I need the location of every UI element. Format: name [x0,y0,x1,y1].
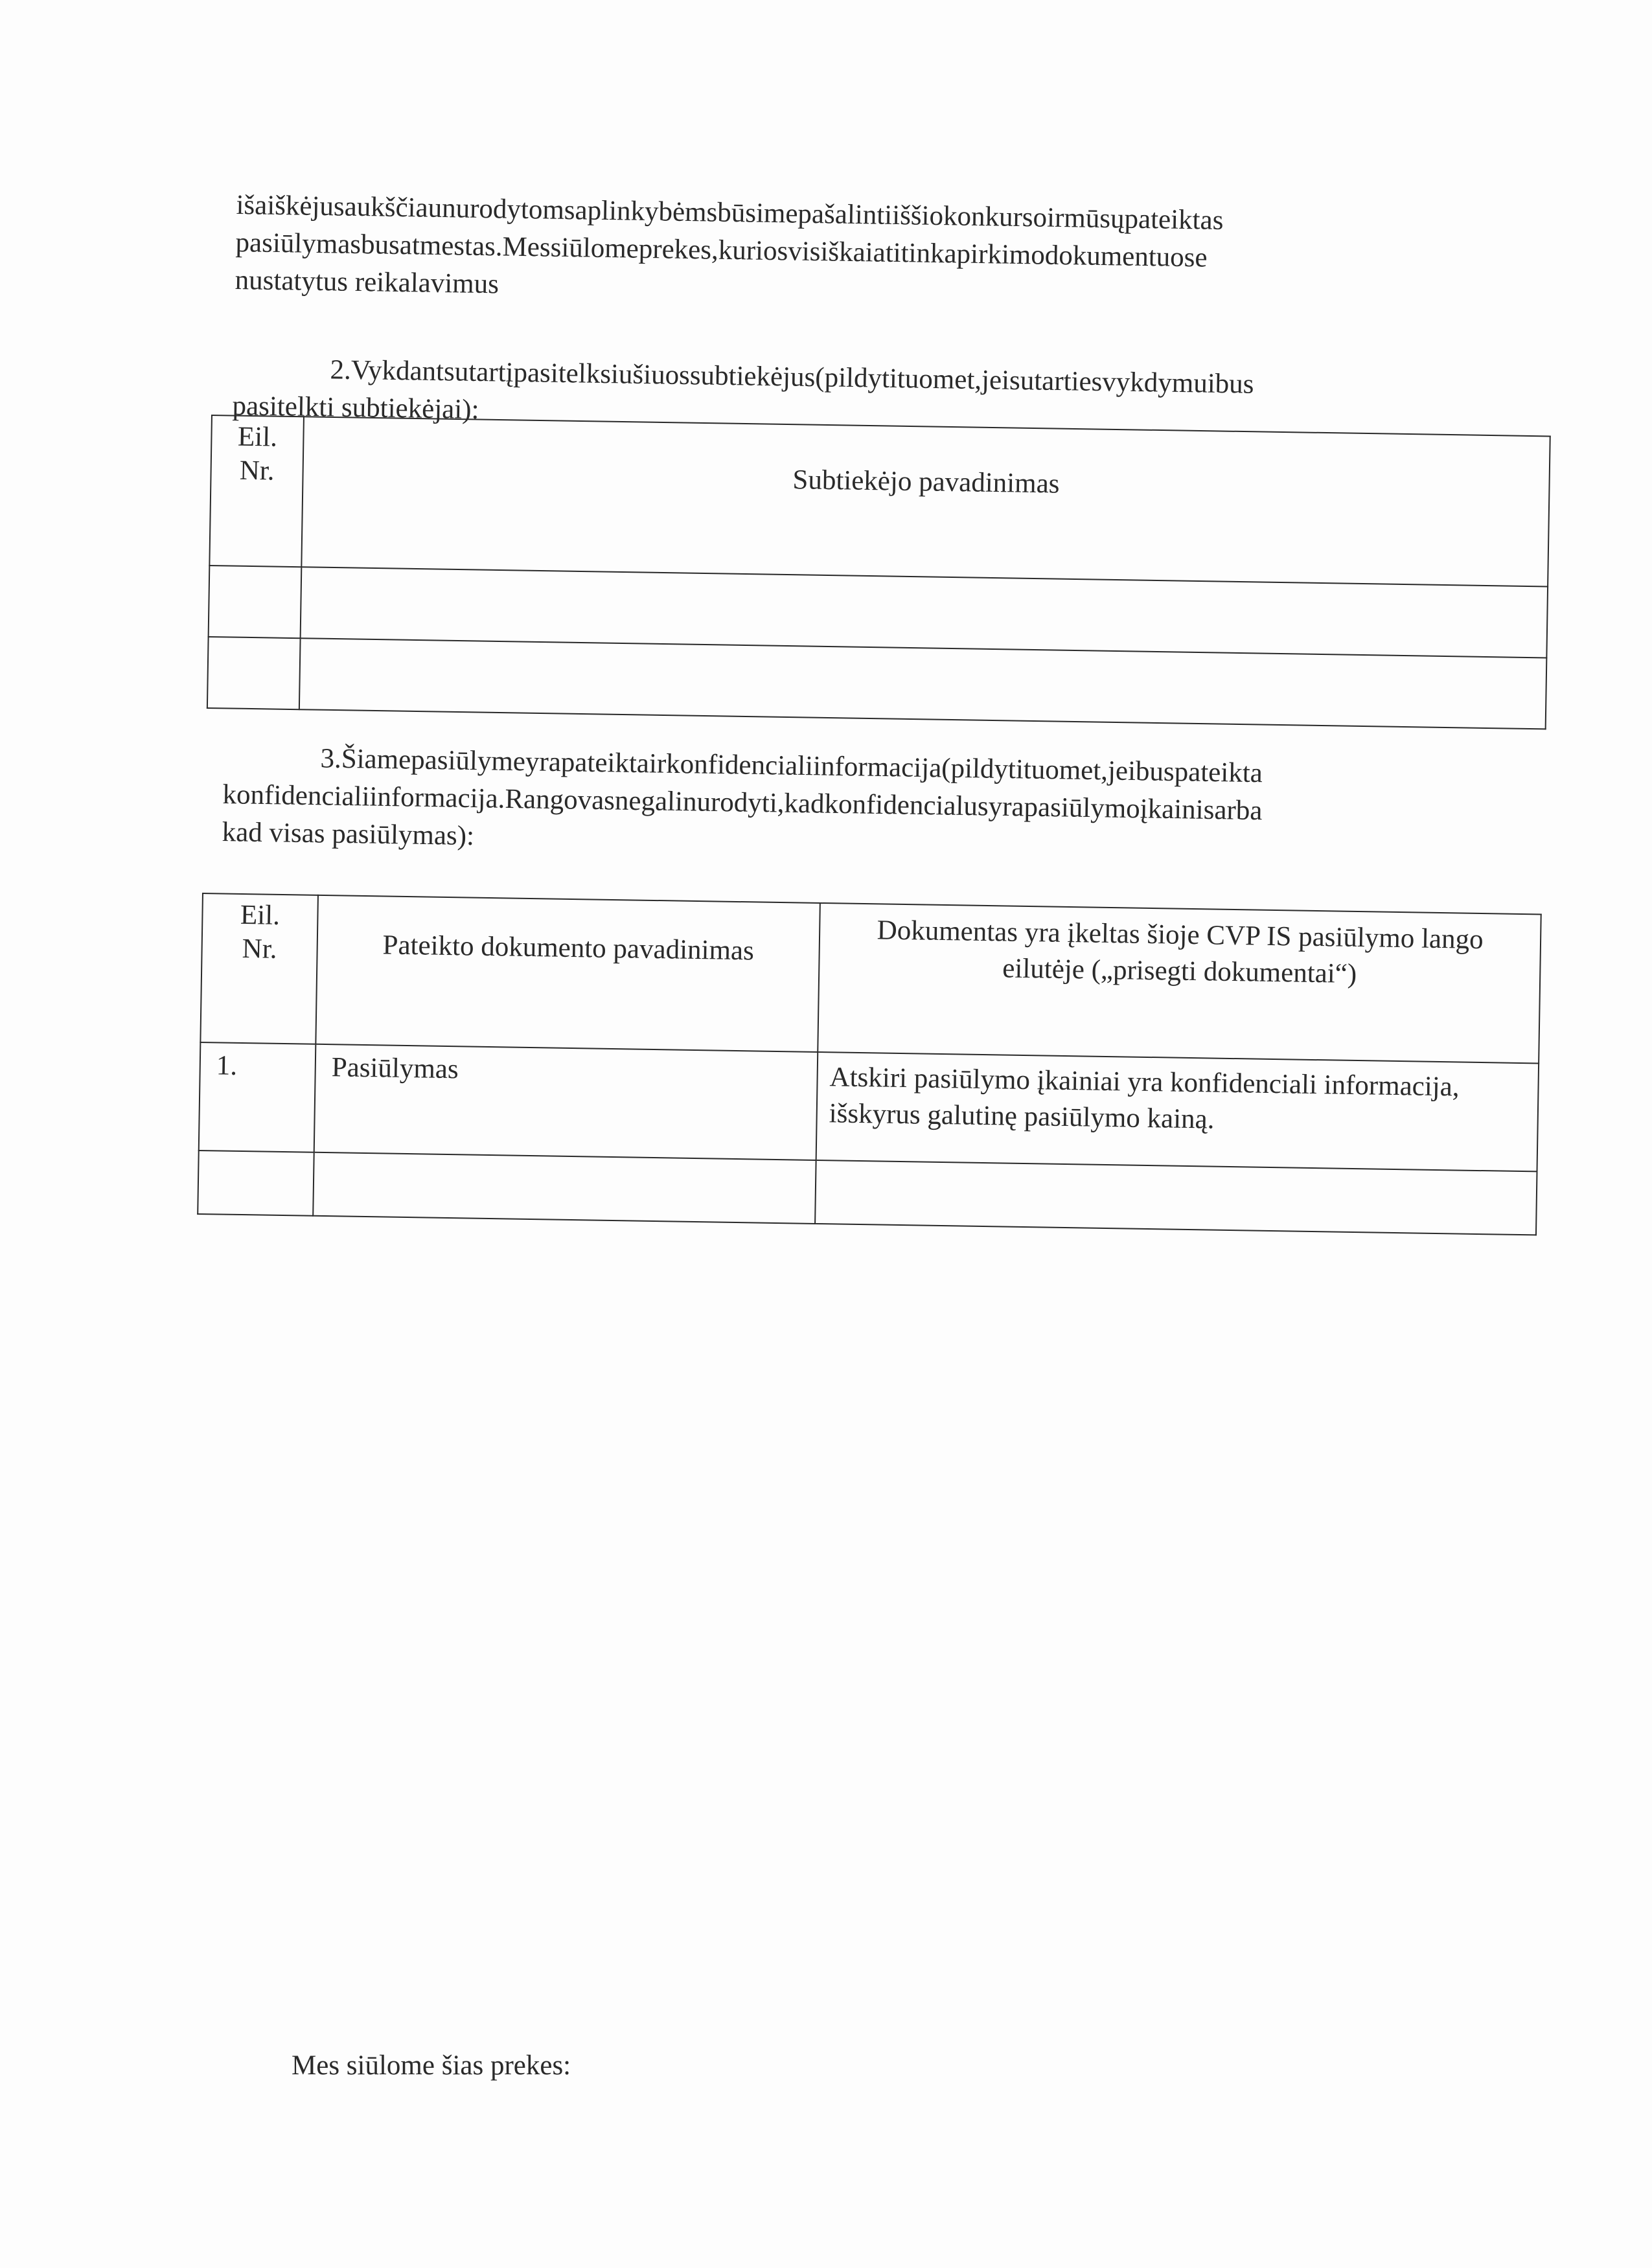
word: pašalinti [797,198,893,231]
subcontractor-table [207,415,1551,729]
word: tuomet, [1023,754,1108,786]
word: (pildyti [814,362,898,395]
table-header-row [200,893,1541,1063]
row-number-cell: 1. [199,1042,316,1152]
word: bus [1135,756,1175,788]
word: būsime [717,197,798,229]
word: Rangovas [505,783,615,816]
header-nr-line-1: Eil. [237,421,278,453]
word: negali [614,785,683,818]
word: sutartį [443,356,514,388]
table-cell [209,566,302,638]
offer-goods-line [292,2047,810,2085]
offer-goods-text: Mes siūlome šias prekes: [292,2050,571,2081]
word: nurodytoms [441,192,575,226]
word: yra [525,746,562,778]
word: pateikta [1174,757,1263,789]
word: jei [981,365,1010,396]
word: nurodyti, [682,786,785,819]
header-nr-line-2: Nr. [239,455,275,487]
intro-paragraph [235,187,1538,320]
word: sutarties [1009,365,1103,398]
word: kad [784,788,825,819]
word: aukščiau [344,191,442,223]
word: Vykdant [350,354,444,387]
word: atmestas. [399,229,503,262]
word: konfidenciali [665,748,814,782]
word: vykdymui [1102,367,1216,399]
confidential-info-table [197,893,1542,1235]
table-header-row [209,415,1550,586]
header-cell-number [209,415,304,567]
word: kurios [718,235,788,267]
word: pateikta [560,747,650,779]
header-cell-number [200,893,318,1044]
header-upload-line-2: eilutėje („prisegti dokumentai“) [1002,953,1357,990]
word: jei [1107,755,1136,787]
section-3-paragraph [222,739,1528,872]
header-nr-line-2: Nr. [242,933,277,965]
word: bus [360,229,400,260]
word: bus [1215,368,1254,400]
word: ir [648,748,667,779]
word: pasiūlymo [1024,792,1141,825]
word: tuomet, [897,363,982,396]
word: pasiūlymas [235,227,361,260]
table-cell [207,637,301,709]
word: pateiktas [1124,203,1224,236]
word: šiuos [632,359,691,391]
word: pirkimo [956,238,1046,271]
word: yra [988,791,1024,823]
word: konfidencialus [824,788,989,822]
word: Mes [502,231,551,263]
word: aplinkybėms [575,195,718,228]
word: mūsų [1064,203,1125,235]
row-note-cell [816,1052,1539,1171]
table-cell [198,1151,314,1216]
word: įkainis [1140,794,1215,826]
word: informacija. [369,781,505,814]
word: dokumentuose [1044,240,1208,273]
header-cell-upload-location [818,903,1541,1063]
intro-line-3: nustatytus reikalavimus [235,264,499,300]
word: arba [1214,795,1263,827]
word: konkurso [943,201,1048,233]
header-cell-subcontractor-name: Subtiekėjo pavadinimas [301,417,1550,586]
word: išaiškėjus [236,189,345,222]
word: subtiekėjus [689,360,816,393]
word: (pildyti [941,753,1024,785]
row-note-line-2: išskyrus galutinę pasiūlymo kainą. [829,1098,1215,1135]
word: pasiūlyme [410,744,526,777]
header-upload-line-1: Dokumentas yra įkeltas šioje CVP IS pasiūlymo lango [877,915,1484,956]
word: pasitelksiu [513,357,633,390]
word: šio [910,200,944,232]
word: informacija [812,751,942,784]
word: iš [891,200,912,231]
word: visiškai [787,236,874,268]
word: Šiame [341,743,411,775]
table-cell [815,1160,1537,1235]
word: ir [1046,202,1064,234]
table-row [199,1042,1539,1171]
word: prekes, [638,233,719,266]
row-document-cell: Pasiūlymas [314,1044,818,1160]
table-cell [313,1152,816,1224]
section-2-line-2: pasitelkti subtiekėjai): [232,390,479,425]
row-note-line-1: Atskiri pasiūlymo įkainiai yra konfidenciali informacija, [829,1062,1460,1103]
word: atitinka [873,237,958,269]
section-3-line-3: kad visas pasiūlymas): [222,816,475,852]
word: 3. [320,743,342,774]
word: siūlome [550,232,639,264]
header-cell-document-name: Pateikto dokumento pavadinimas [315,895,820,1052]
header-nr-line-1: Eil. [240,899,281,931]
word: konfidenciali [222,779,370,812]
word: 2. [330,354,352,385]
